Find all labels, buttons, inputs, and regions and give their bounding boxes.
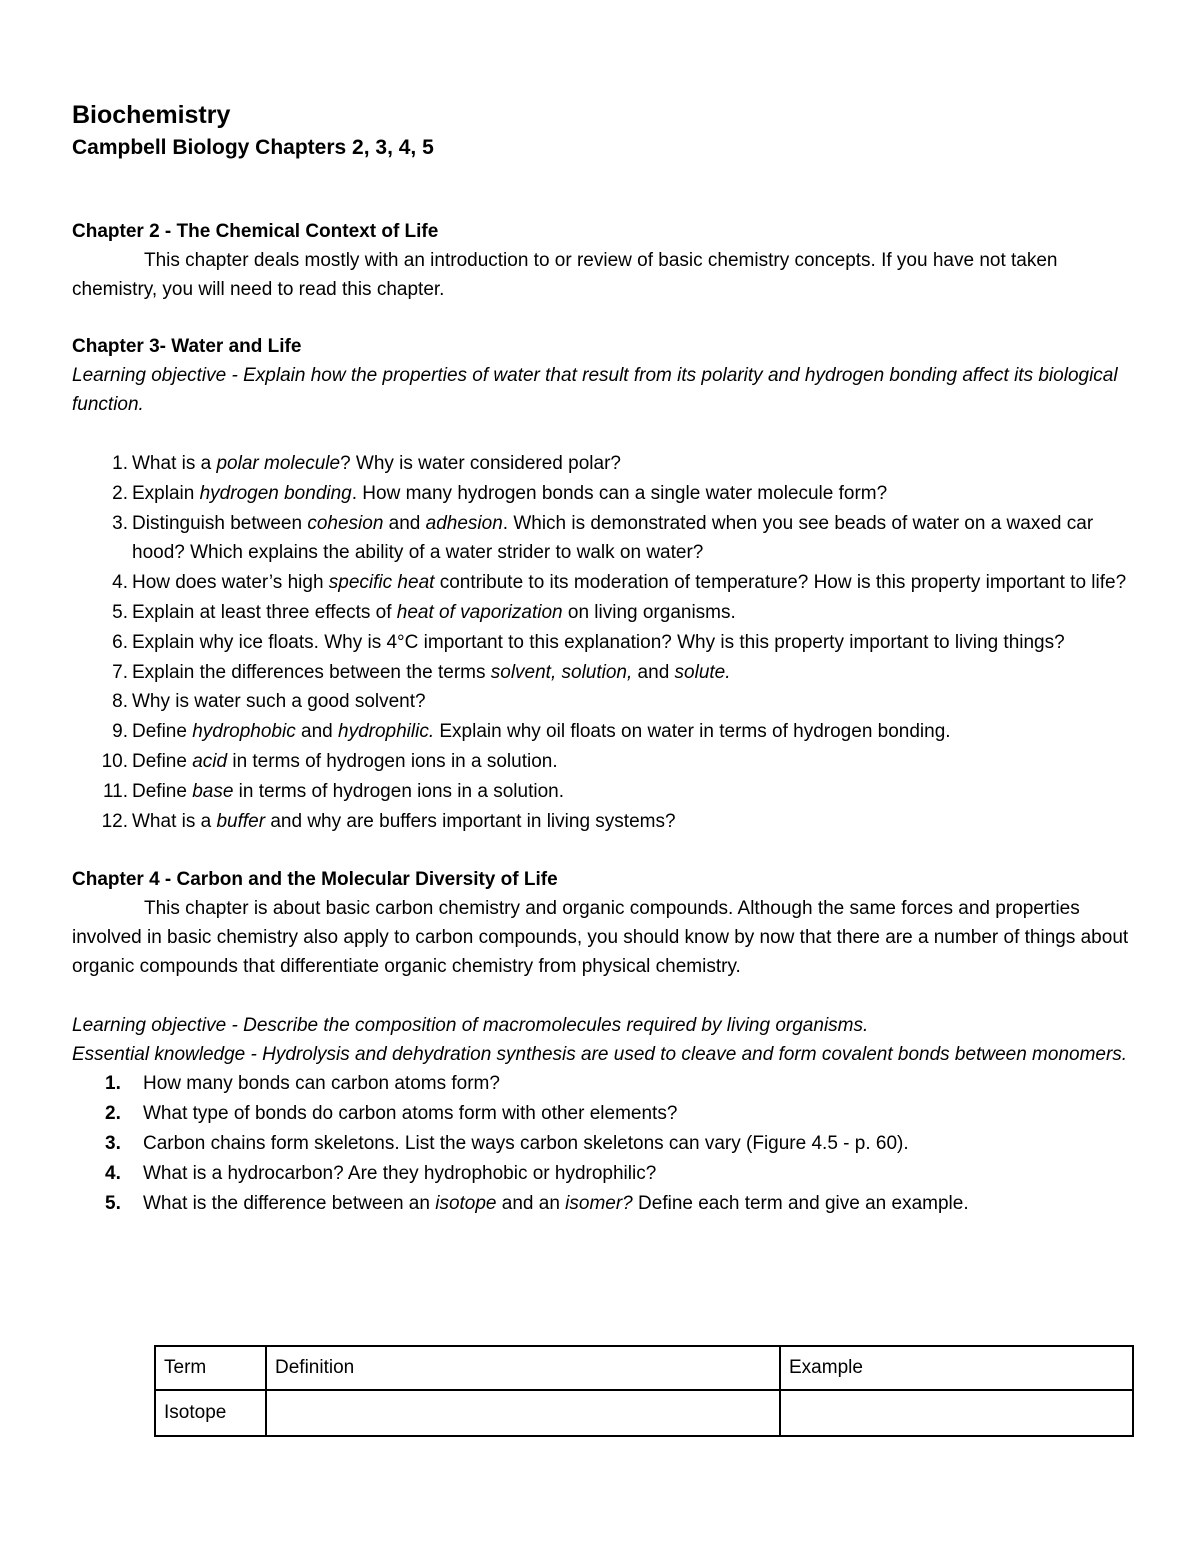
question-text: on living organisms. xyxy=(562,601,736,623)
list-item xyxy=(72,687,1132,717)
question-text: Define xyxy=(132,721,193,743)
question-term: solute. xyxy=(674,661,731,683)
chapter-3-objective: Learning objective - Explain how the properties of water that result from its polarity and hydrogen bonding affect its biological function. xyxy=(72,365,1118,415)
question-text: How does water’s high xyxy=(132,572,329,594)
list-item xyxy=(72,598,1132,628)
chapter-4-objective: Learning objective - Describe the composition of macromolecules required by living organisms. xyxy=(72,1015,869,1037)
question-number: 10. xyxy=(101,750,128,772)
question-term: base xyxy=(192,780,234,802)
question-number: 2. xyxy=(105,1103,121,1125)
question-text: Define xyxy=(132,750,193,772)
chapter-3-heading: Chapter 3- Water and Life xyxy=(72,336,302,357)
question-text: Explain xyxy=(132,482,200,504)
list-item xyxy=(72,658,1132,688)
question-text: ? Why is water considered polar? xyxy=(340,453,621,474)
cell-example-isotope[interactable] xyxy=(780,1390,1133,1436)
question-term: buffer xyxy=(216,810,266,832)
question-text: . Which is demonstrated when you see beads of water on a waxed car hood? Which explains the ability of a water strider to walk on water? xyxy=(132,512,1094,564)
list-item xyxy=(72,717,1132,747)
question-term: polar molecule xyxy=(216,453,341,474)
question-number: 12. xyxy=(101,810,128,832)
question-term: specific heat xyxy=(328,572,435,594)
cell-definition-isotope[interactable] xyxy=(266,1390,780,1436)
question-text: Explain at least three effects of xyxy=(132,601,397,623)
list-item xyxy=(72,1099,1132,1129)
question-number: 5. xyxy=(112,601,128,623)
question-text: What is a xyxy=(132,810,217,832)
list-item xyxy=(72,568,1132,598)
list-item xyxy=(72,449,1132,479)
question-text: What type of bonds do carbon atoms form with other elements? xyxy=(143,1103,678,1125)
question-term: acid xyxy=(192,750,228,772)
question-text: in terms of hydrogen ions in a solution. xyxy=(227,750,558,772)
list-item xyxy=(72,628,1132,658)
question-text: and xyxy=(632,661,675,683)
cell-term-isotope: Isotope xyxy=(155,1390,266,1436)
question-text: contribute to its moderation of temperature? How is this property important to life? xyxy=(434,572,1127,594)
question-term: isomer? xyxy=(565,1192,633,1214)
question-number: 1. xyxy=(105,1073,121,1095)
question-text: Explain why oil floats on water in terms of hydrogen bonding. xyxy=(434,721,951,743)
question-number: 3. xyxy=(112,512,128,534)
question-term: hydrogen bonding xyxy=(199,482,352,504)
question-number: 4. xyxy=(112,572,128,594)
list-item xyxy=(72,509,1132,569)
chapter-2-body: This chapter deals mostly with an introduction to or review of basic chemistry concepts. If you have not taken chemistry, you will need to read this chapter. xyxy=(72,250,1058,300)
question-text: Define each term and give an example. xyxy=(632,1192,969,1214)
question-text: Carbon chains form skeletons. List the ways carbon skeletons can vary (Figure 4.5 - p. 60). xyxy=(143,1132,909,1154)
list-item xyxy=(72,479,1132,509)
doc-subtitle: Campbell Biology Chapters 2, 3, 4, 5 xyxy=(72,136,434,159)
question-text: What is the difference between an xyxy=(143,1192,436,1214)
header-example: Example xyxy=(780,1346,1133,1390)
list-item xyxy=(72,747,1132,777)
question-text: Define xyxy=(132,780,193,802)
question-number: 2. xyxy=(112,482,128,504)
question-term: hydrophilic. xyxy=(338,721,435,743)
question-text: Why is water such a good solvent? xyxy=(132,691,426,713)
header-definition: Definition xyxy=(266,1346,780,1390)
list-item xyxy=(72,1129,1132,1159)
question-text: Explain the differences between the terms xyxy=(132,661,491,683)
question-term: heat of vaporization xyxy=(396,601,563,623)
chapter-4-body: This chapter is about basic carbon chemistry and organic compounds. Although the same forces and properties involved in basic chemistry also apply to carbon compounds, you should know by now that there are a number of things about organic compounds that differentiate organic chemistry from physical chemistry. xyxy=(72,898,1129,978)
list-item xyxy=(72,1189,1132,1219)
chapter-4-question-list xyxy=(72,1069,1132,1218)
question-number: 7. xyxy=(112,661,128,683)
chapter-4-essential-knowledge: Essential knowledge - Hydrolysis and dehydration synthesis are used to cleave and form covalent bonds between monomers. xyxy=(72,1044,1128,1066)
list-item xyxy=(72,1159,1132,1189)
list-item xyxy=(72,1069,1132,1099)
question-text: Distinguish between xyxy=(132,512,308,534)
question-number: 1. xyxy=(112,453,128,474)
question-text: and an xyxy=(496,1192,566,1214)
question-number: 8. xyxy=(112,691,128,713)
question-text: and xyxy=(383,512,426,534)
chapter-3-question-list xyxy=(72,449,1132,836)
table-row xyxy=(155,1390,1133,1436)
document-page xyxy=(72,98,1132,1218)
question-number: 4. xyxy=(105,1162,121,1184)
terms-table xyxy=(154,1345,1134,1437)
question-text: in terms of hydrogen ions in a solution. xyxy=(233,780,564,802)
chapter-4-heading: Chapter 4 - Carbon and the Molecular Diversity of Life xyxy=(72,869,558,891)
question-number: 6. xyxy=(112,631,128,653)
question-term: adhesion xyxy=(425,512,503,534)
question-text: What is a hydrocarbon? Are they hydrophobic or hydrophilic? xyxy=(143,1162,657,1184)
question-text: Explain why ice floats. Why is 4°C important to this explanation? Why is this property important to living things? xyxy=(132,631,1065,653)
list-item xyxy=(72,807,1132,837)
chapter-2-heading: Chapter 2 - The Chemical Context of Life xyxy=(72,221,439,242)
question-term: solvent, solution, xyxy=(490,661,633,683)
header-term: Term xyxy=(155,1346,266,1390)
question-text: and why are buffers important in living systems? xyxy=(265,810,676,832)
question-term: hydrophobic xyxy=(192,721,296,743)
question-term: isotope xyxy=(435,1192,497,1214)
list-item xyxy=(72,777,1132,807)
question-text: and xyxy=(295,721,338,743)
question-number: 11. xyxy=(102,780,128,802)
doc-title: Biochemistry xyxy=(72,101,231,129)
table-header-row xyxy=(155,1346,1133,1390)
question-text: What is a xyxy=(132,453,217,474)
question-term: cohesion xyxy=(307,512,384,534)
question-number: 9. xyxy=(112,721,128,743)
question-number: 5. xyxy=(105,1192,121,1214)
question-number: 3. xyxy=(105,1132,121,1154)
question-text: . How many hydrogen bonds can a single water molecule form? xyxy=(351,482,888,504)
question-text: How many bonds can carbon atoms form? xyxy=(143,1073,500,1095)
